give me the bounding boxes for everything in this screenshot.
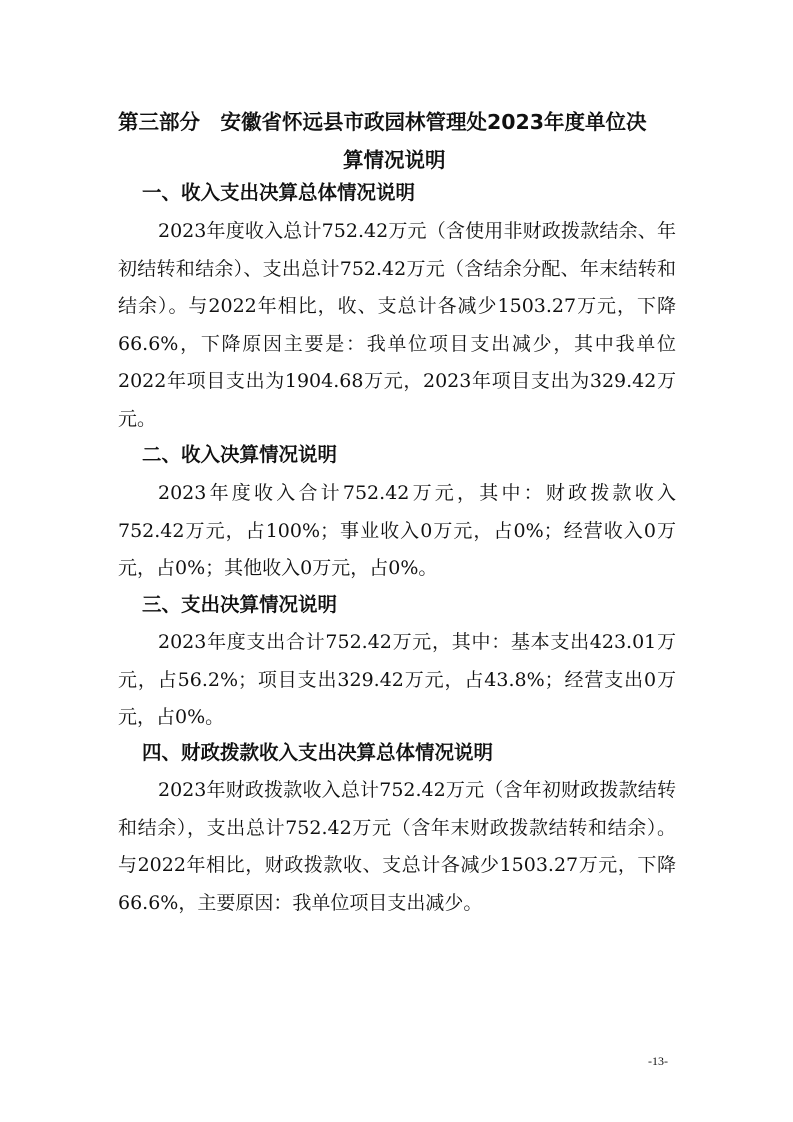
section-2-heading: 二、收入决算情况说明: [142, 443, 338, 466]
section-1-heading: 一、收入支出决算总体情况说明: [142, 181, 416, 204]
title-line-1: 第三部分 安徽省怀远县市政园林管理处2023年度单位决: [118, 110, 647, 134]
section-3-body: 2023年度支出合计752.42万元，其中：基本支出423.01万元，占56.2%；项目支出329.42万元，占43.8%；经营支出0万元，占0%。: [118, 631, 676, 729]
page-number: -13-: [648, 1054, 668, 1068]
section-3-heading: 三、支出决算情况说明: [142, 593, 338, 616]
section-4-body: 2023年财政拨款收入总计752.42万元（含年初财政拨款结转和结余），支出总计752.42万元（含年末财政拨款结转和结余）。与2022年相比，财政拨款收、支总计各减少1503.27万元，下降66.6%，主要原因：我单位项目支出减少。: [118, 779, 676, 914]
section-4-heading: 四、财政拨款收入支出决算总体情况说明: [142, 741, 494, 764]
section-2-body: 2023年度收入合计752.42万元，其中：财政拨款收入752.42万元，占100%；事业收入0万元，占0%；经营收入0万元，占0%；其他收入0万元，占0%。: [118, 482, 676, 580]
title-line-2: 算情况说明: [343, 148, 446, 172]
section-1-body: 2023年度收入总计752.42万元（含使用非财政拨款结余、年初结转和结余）、支出总计752.42万元（含结余分配、年末结转和结余）。与2022年相比，收、支总计各减少1503.27万元，下降66.6%，下降原因主要是：我单位项目支出减少，其中我单位2022年项目支出为1904.68万元，2023年项目支出为329.42万元。: [118, 220, 676, 430]
